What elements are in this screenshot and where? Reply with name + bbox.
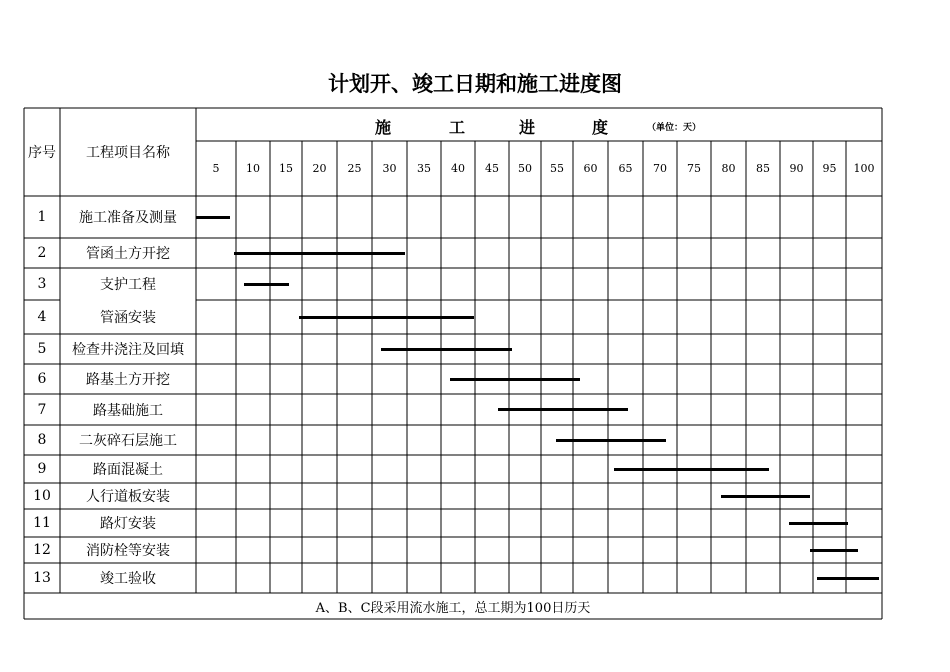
row-seq: 4 — [37, 309, 47, 325]
schedule-bar — [721, 495, 810, 498]
tick-label: 30 — [382, 162, 397, 175]
row-seq: 11 — [33, 515, 51, 531]
row-seq: 9 — [37, 461, 47, 477]
schedule-bar — [817, 577, 879, 580]
row-seq: 12 — [33, 542, 51, 558]
tick-label: 85 — [756, 162, 770, 175]
row-task-name: 人行道板安装 — [86, 489, 170, 505]
row-task-name: 二灰碎石层施工 — [79, 433, 177, 449]
row-task-name: 路基土方开挖 — [86, 372, 170, 388]
schedule-bar — [196, 216, 230, 219]
schedule-bar — [299, 316, 474, 319]
schedule-bar — [234, 252, 406, 255]
schedule-bar — [614, 468, 768, 471]
row-seq: 2 — [37, 245, 47, 261]
tick-label: 45 — [485, 162, 499, 175]
tick-label: 80 — [721, 162, 736, 175]
row-seq: 8 — [37, 432, 47, 448]
schedule-bar — [810, 549, 858, 552]
tick-label: 50 — [518, 162, 532, 175]
progress-title-char: 进 — [519, 117, 536, 137]
schedule-bar — [498, 408, 628, 411]
row-seq: 7 — [37, 401, 47, 418]
tick-label: 10 — [246, 162, 260, 175]
tick-label: 15 — [279, 162, 293, 175]
page-title: 计划开、竣工日期和施工进度图 — [328, 72, 622, 96]
schedule-bar — [556, 439, 666, 442]
tick-label: 60 — [583, 162, 598, 175]
tick-label: 35 — [417, 162, 431, 175]
row-task-name: 路面混凝土 — [93, 462, 163, 478]
tick-label: 5 — [212, 162, 220, 175]
row-seq: 10 — [33, 488, 51, 504]
tick-label: 65 — [618, 162, 633, 175]
tick-label: 95 — [822, 162, 837, 175]
row-seq: 13 — [33, 570, 51, 586]
row-task-name: 管涵安装 — [100, 310, 156, 326]
schedule-bar — [789, 522, 847, 525]
row-seq: 6 — [37, 371, 47, 387]
tick-label: 90 — [789, 162, 804, 175]
tick-label: 100 — [853, 162, 875, 175]
footer-note: A、B、C段采用流水施工，总工期为100日历天 — [315, 600, 591, 616]
row-seq: 1 — [37, 209, 47, 225]
row-task-name: 检查井浇注及回填 — [72, 342, 184, 358]
row-task-name: 消防栓等安装 — [86, 543, 170, 559]
progress-title-char: 工 — [449, 117, 466, 137]
row-task-name: 路灯安装 — [100, 516, 156, 532]
tick-label: 25 — [347, 162, 362, 175]
row-task-name: 施工准备及测量 — [79, 210, 177, 226]
progress-title-char: 施 — [375, 117, 392, 137]
tick-label: 70 — [653, 162, 667, 175]
unit-label: （单位：天） — [647, 122, 702, 133]
name-header: 工程项目名称 — [86, 145, 170, 161]
tick-label: 20 — [312, 162, 327, 175]
schedule-bar — [244, 283, 289, 286]
progress-title-char: 度 — [592, 117, 609, 137]
tick-label: 55 — [550, 162, 564, 175]
row-task-name: 支护工程 — [100, 277, 156, 293]
row-task-name: 路基础施工 — [93, 402, 163, 419]
schedule-bar — [381, 348, 511, 351]
tick-label: 75 — [687, 162, 701, 175]
row-task-name: 管函土方开挖 — [86, 246, 170, 262]
row-task-name: 竣工验收 — [100, 571, 156, 587]
row-seq: 3 — [37, 276, 47, 292]
schedule-bar — [450, 378, 580, 381]
progress-title — [196, 110, 882, 142]
row-seq: 5 — [37, 341, 47, 357]
seq-header: 序号 — [28, 145, 56, 161]
tick-label: 40 — [451, 162, 465, 175]
